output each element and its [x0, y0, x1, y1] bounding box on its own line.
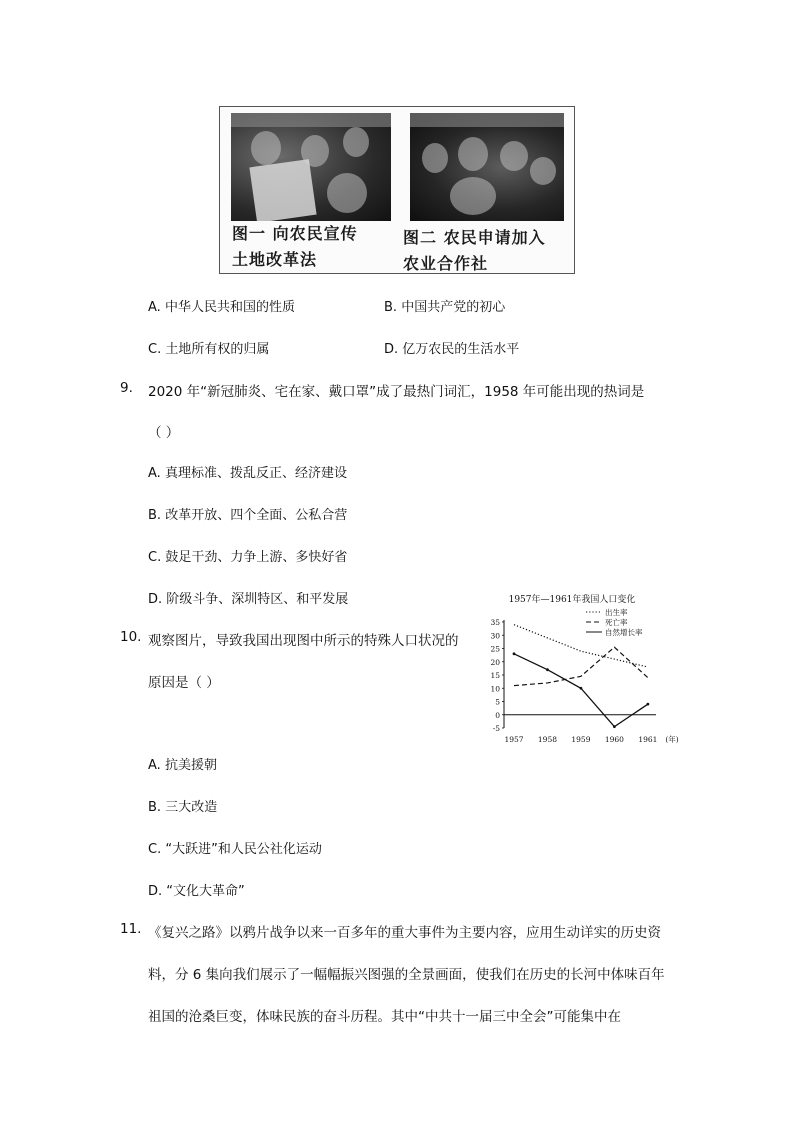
- q10-stem-line1: 观察图片，导致我国出现图中所示的特殊人口状况的: [148, 633, 459, 649]
- option-text: 改革开放、四个全面、公私合营: [165, 508, 348, 523]
- data-point: [646, 703, 649, 706]
- y-tick-label: 5: [495, 697, 500, 707]
- chart-series: [513, 625, 650, 728]
- chart-title: 1957年—1961年我国人口变化: [508, 595, 636, 605]
- chart-legend: [586, 607, 643, 637]
- q9-stem: 2020 年“新冠肺炎、宅在家、戴口罩”成了最热门词汇，1958 年可能出现的热词是: [148, 384, 645, 400]
- q9-number: 9.: [120, 380, 133, 396]
- legend-label: 自然增长率: [605, 628, 643, 637]
- option-letter: C.: [148, 342, 162, 357]
- y-tick-label: 20: [490, 657, 500, 667]
- option-letter: B.: [384, 300, 398, 315]
- option-text: 中华人民共和国的性质: [164, 300, 295, 315]
- option-text: 抗美援朝: [164, 758, 217, 773]
- option-letter: C.: [148, 550, 162, 565]
- series-line-2: [514, 654, 648, 727]
- chart-axes: [490, 618, 678, 744]
- y-tick-label: 0: [495, 710, 500, 720]
- option-text: 三大改造: [165, 800, 218, 815]
- x-tick-label: 1958: [537, 735, 558, 744]
- option-letter: B.: [148, 508, 162, 523]
- q10-option-a[interactable]: [148, 754, 217, 773]
- q11-line1: 《复兴之路》以鸦片战争以来一百多年的重大事件为主要内容，应用生动详实的历史资: [148, 925, 661, 941]
- q10-number: 10.: [120, 629, 142, 645]
- q10-option-b[interactable]: [148, 796, 217, 815]
- caption-figure2-line2: 农业合作社: [403, 254, 489, 273]
- q11-line3: 祖国的沧桑巨变，体味民族的奋斗历程。其中“中共十一届三中全会”可能集中在: [148, 1009, 621, 1025]
- option-text: “大跃进”和人民公社化运动: [165, 842, 322, 857]
- q10-stem-line2: 原因是（ ）: [148, 675, 220, 691]
- option-letter: D.: [148, 884, 163, 899]
- legend-label: 死亡率: [605, 618, 628, 627]
- option-text: 鼓足干劲、力争上游、多快好省: [165, 550, 348, 565]
- option-letter: D.: [148, 592, 163, 607]
- y-tick-label: 10: [490, 684, 500, 694]
- y-tick-label: -5: [492, 724, 500, 733]
- option-letter: B.: [148, 800, 162, 815]
- q9-option-b[interactable]: [148, 504, 347, 523]
- q10-option-c[interactable]: [148, 838, 322, 857]
- option-text: “文化大革命”: [166, 884, 245, 899]
- q8-option-d[interactable]: [384, 338, 519, 357]
- option-letter: C.: [148, 842, 162, 857]
- y-tick-label: 30: [490, 631, 500, 641]
- q10-option-d[interactable]: [148, 880, 245, 899]
- option-letter: A.: [148, 758, 161, 773]
- series-line-1: [514, 647, 648, 685]
- x-tick-label: 1959: [571, 735, 591, 744]
- x-tick-label: 1960: [604, 735, 624, 744]
- q9-option-a[interactable]: [148, 462, 347, 481]
- caption-figure1-line1: 图一 向农民宣传: [232, 224, 358, 243]
- q8-option-b[interactable]: [384, 296, 505, 315]
- x-tick-label: 1957: [504, 735, 524, 744]
- q11-number: 11.: [120, 921, 142, 937]
- option-letter: A.: [148, 300, 161, 315]
- legend-label: 出生率: [605, 608, 628, 617]
- option-text: 土地所有权的归属: [165, 342, 270, 357]
- q11-line2: 料，分 6 集向我们展示了一幅幅振兴图强的全景画面，使我们在历史的长河中体味百年: [148, 967, 665, 983]
- data-point: [613, 725, 616, 728]
- land-reform-photo: [231, 113, 391, 221]
- x-axis-unit: (年): [665, 735, 679, 744]
- q9-option-c[interactable]: [148, 546, 347, 565]
- q9-answer-paren: （ ）: [148, 425, 180, 441]
- option-text: 亿万农民的生活水平: [402, 342, 520, 357]
- option-letter: A.: [148, 466, 161, 481]
- caption-figure2-line1: 图二 农民申请加入: [403, 228, 546, 247]
- q9-option-d[interactable]: [148, 588, 348, 607]
- y-tick-label: 35: [490, 618, 500, 627]
- x-tick-label: 1961: [638, 735, 658, 744]
- history-photo-figure: [219, 106, 575, 274]
- population-change-chart: [478, 586, 690, 746]
- data-point: [580, 687, 583, 690]
- cooperative-photo: [410, 113, 564, 221]
- q8-option-c[interactable]: [148, 338, 269, 357]
- y-tick-label: 25: [490, 644, 500, 654]
- option-text: 中国共产党的初心: [401, 300, 506, 315]
- y-tick-label: 15: [490, 671, 500, 680]
- option-letter: D.: [384, 342, 399, 357]
- q8-option-a[interactable]: [148, 296, 295, 315]
- data-point: [513, 652, 516, 655]
- option-text: 真理标准、拨乱反正、经济建设: [164, 466, 347, 481]
- caption-figure1-line2: 土地改革法: [232, 250, 318, 269]
- data-point: [546, 668, 549, 671]
- option-text: 阶级斗争、深圳特区、和平发展: [166, 592, 349, 607]
